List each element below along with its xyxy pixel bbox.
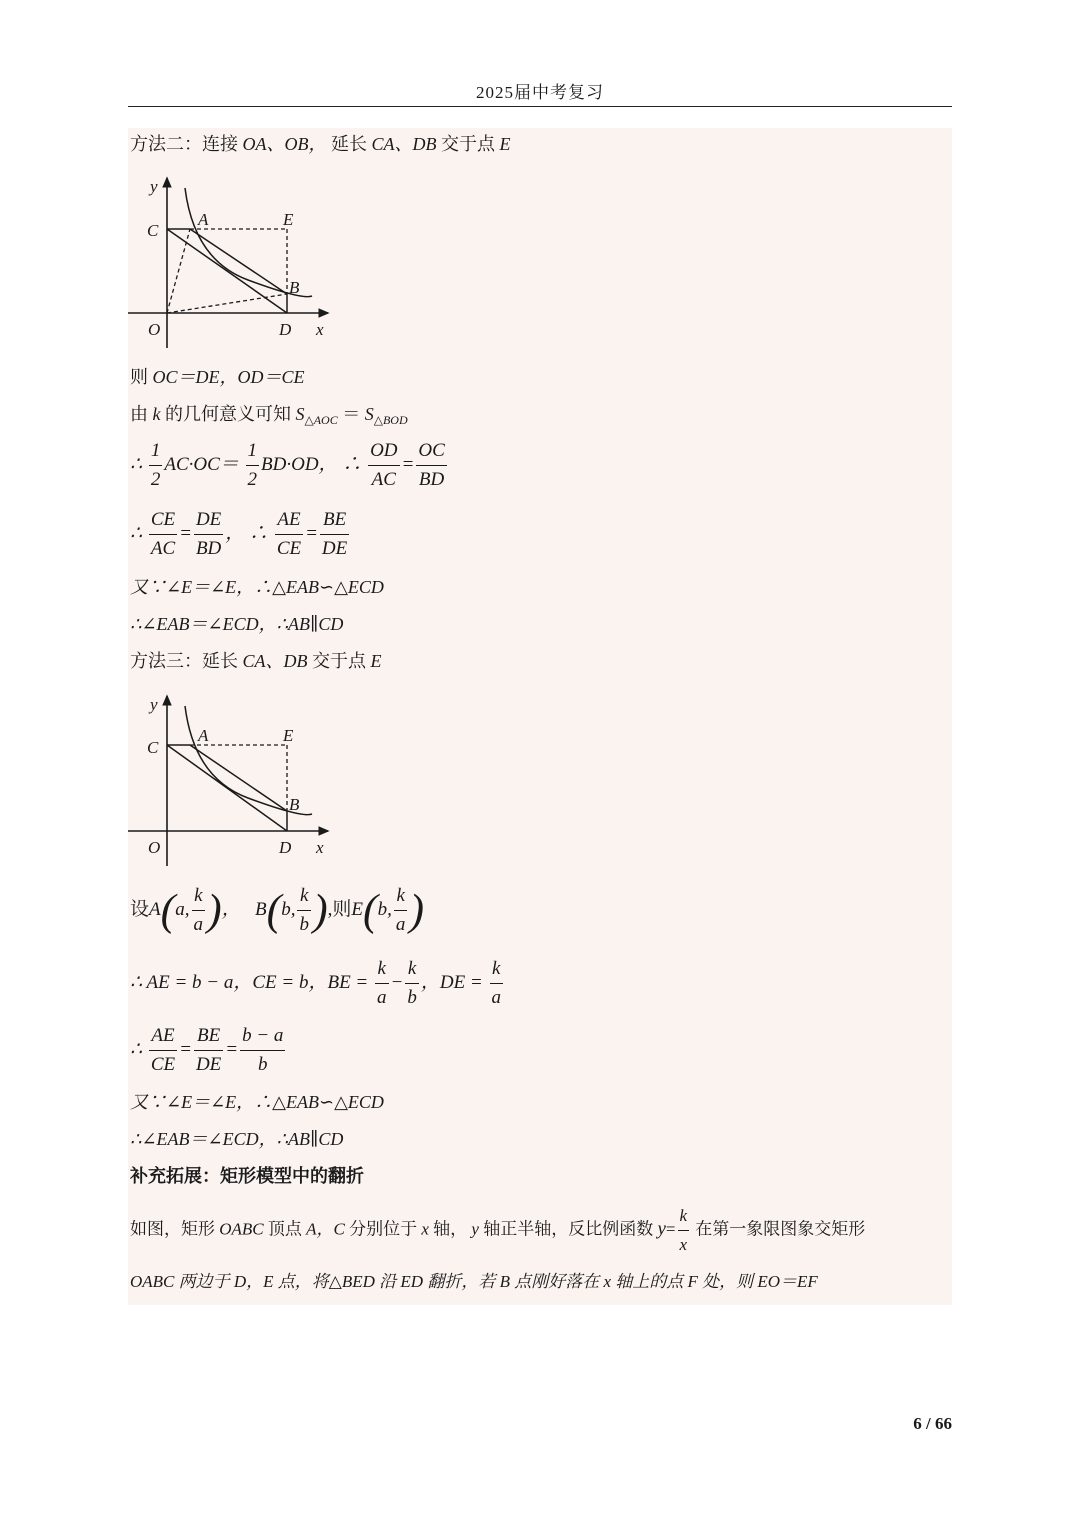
supplement-heading: 补充拓展：矩形模型中的翻折	[130, 1166, 364, 1186]
segment-cd	[167, 745, 287, 831]
line-parallel-2: ∴∠EAB＝∠ECD，∴AB∥CD	[130, 1129, 344, 1149]
label-a: A	[198, 726, 209, 745]
label-d: D	[279, 320, 292, 339]
supplement-paragraph-2: OABC 两边于 D，E 点，将△BED 沿 ED 翻折，若 B 点刚好落在 x 轴上的点 F 处，则 EO＝EF	[130, 1272, 818, 1291]
page-header: 2025届中考复习	[476, 83, 604, 102]
label-c: C	[147, 738, 159, 757]
method3-heading: 方法三：延长 CA、DB 交于点 E	[130, 651, 382, 671]
line-oc-de: 则 OC＝DE，OD＝CE	[130, 367, 305, 387]
segment-ab	[190, 745, 287, 811]
label-b: B	[289, 795, 300, 814]
label-x: x	[316, 320, 324, 339]
figure-2	[128, 688, 338, 868]
line-area-equation: ∴ $\frac{1}{2}$ AC·OC＝ $\frac{1}{2}$ BD·OD， ∴ $\frac{OD}{AC}$ = $\frac{OC}{BD}$	[130, 437, 449, 494]
line-similar-2: 又∵∠E＝∠E，∴△EAB∽△ECD	[130, 1092, 384, 1112]
dashed-ob	[167, 294, 287, 313]
line-parallel-1: ∴∠EAB＝∠ECD，∴AB∥CD	[130, 614, 344, 634]
line-lengths: ∴ AE = b − a，CE = b，BE = $\frac{k}{a}$ − $\frac{k}{b}$ ，DE = $\frac{k}{a}$	[130, 955, 505, 1012]
figure-1	[128, 170, 338, 350]
supplement-paragraph-1: 如图，矩形 OABC 顶点 A，C 分别位于 x 轴， y 轴正半轴，反比例函数 y= $\frac{k}{x}$ 在第一象限图象交矩形	[130, 1202, 865, 1259]
line-coordinates: 设A(a, $\frac{k}{a}$ )， B(b, $\frac{k}{b}$ ),则E(b, $\frac{k}{a}$ )	[130, 882, 424, 939]
header-rule	[128, 106, 952, 107]
label-c: C	[147, 221, 159, 240]
label-o: O	[148, 838, 161, 857]
label-a: A	[198, 210, 209, 229]
label-x: x	[316, 838, 324, 857]
label-e: E	[283, 210, 294, 229]
line-ratio-equation: ∴ $\frac{CE}{AC}$ = $\frac{DE}{BD}$ ， ∴ $\frac{AE}{CE}$ = $\frac{BE}{DE}$	[130, 506, 351, 563]
label-e: E	[283, 726, 294, 745]
label-b: B	[289, 278, 300, 297]
line-k-meaning: 由 k 的几何意义可知 $S_{\triangle AOC} = S_{\triangle BOD}$	[130, 404, 408, 427]
method2-heading: 方法二：连接 OA、OB， 延长 CA、DB 交于点 E	[130, 134, 511, 154]
line-similar-1: 又∵∠E＝∠E，∴△EAB∽△ECD	[130, 577, 384, 597]
dashed-oa	[167, 229, 190, 313]
label-y: y	[150, 695, 158, 714]
label-d: D	[279, 838, 292, 857]
line-final-ratio: ∴ $\frac{AE}{CE}$ = $\frac{BE}{DE}$ = $\frac{b - a}{b}$	[130, 1022, 287, 1079]
segment-cd	[167, 229, 287, 313]
label-y: y	[150, 177, 158, 196]
segment-ab	[190, 229, 287, 294]
label-o: O	[148, 320, 161, 339]
page-number: 6 / 66	[913, 1414, 952, 1433]
